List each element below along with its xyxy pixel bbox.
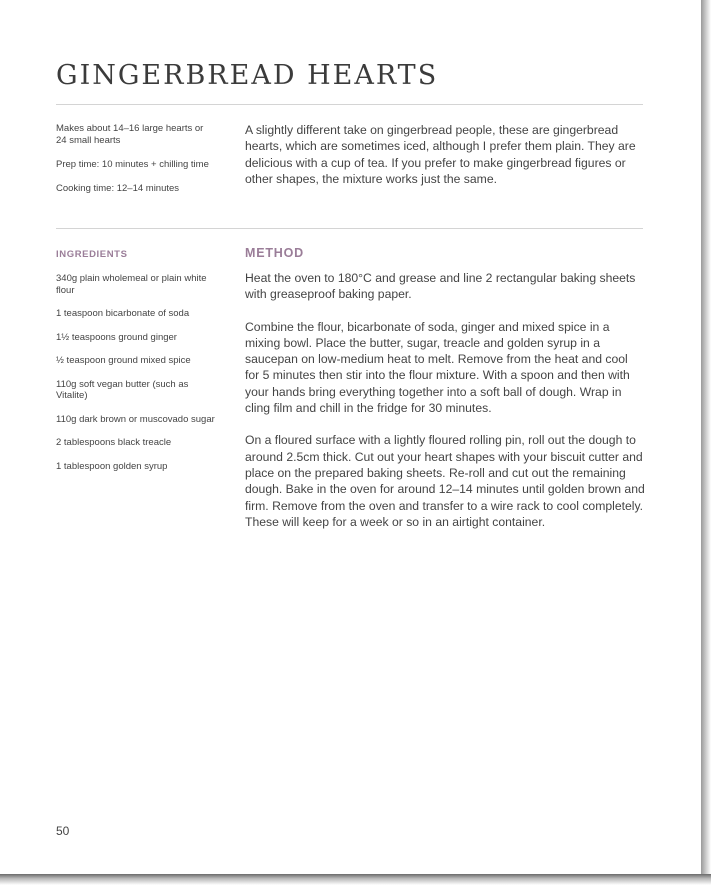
method-step: On a floured surface with a lightly floured rolling pin, roll out the dough to around 2.5cm thick. Cut out your heart shapes with your biscuit cutter and place on the prepared baking sheets. Re-roll and cut out the remaining dough. Bake in the oven for around 12–14 minutes until golden brown and firm. Remove from the oven and transfer to a wire rack to cool completely. These will keep for a week or so in an airtight container. bbox=[245, 433, 645, 529]
ingredient-item: 2 tablespoons black treacle bbox=[56, 437, 172, 448]
ingredients-list bbox=[56, 273, 218, 484]
method-step: Heat the oven to 180°C and grease and line 2 rectangular baking sheets with greaseproof baking paper. bbox=[245, 271, 636, 302]
ingredient-item: 110g soft vegan butter (such as Vitalite) bbox=[56, 378, 189, 401]
yield-text: Makes about 14–16 large hearts or 24 small hearts bbox=[56, 123, 204, 146]
recipe-intro: A slightly different take on gingerbread people, these are gingerbread hearts, which are sometimes iced, although I prefer them plain. They are delicious with a cup of tea. If you prefer to make gingerbread figures or other shapes, the mixture works just the same. bbox=[245, 123, 636, 186]
ingredient-item: 1 tablespoon golden syrup bbox=[56, 460, 168, 472]
ingredient-item: 110g dark brown or muscovado sugar bbox=[56, 413, 215, 425]
ingredient-item: ½ teaspoon ground mixed spice bbox=[56, 355, 191, 366]
ingredient-item: 1½ teaspoons ground ginger bbox=[56, 331, 177, 343]
prep-time-text: Prep time: 10 minutes + chilling time bbox=[56, 159, 209, 170]
page-bottom-shadow bbox=[0, 874, 711, 885]
section-divider bbox=[56, 228, 643, 229]
page-edge-shadow bbox=[701, 0, 711, 885]
method-step: Combine the flour, bicarbonate of soda, ginger and mixed spice in a mixing bowl. Place the butter, sugar, treacle and golden syrup in a saucepan on low-medium heat to melt. Remove from the heat and cool for 5 minutes then stir into the flour mixture. With a spoon and then with your hands bring everything together into a soft ball of dough. Wrap in cling film and chill in the fridge for 30 minutes. bbox=[245, 319, 630, 416]
ingredient-item: 1 teaspoon bicarbonate of soda bbox=[56, 308, 190, 319]
cooking-time-text: Cooking time: 12–14 minutes bbox=[56, 183, 180, 194]
method-heading: METHOD bbox=[245, 246, 304, 260]
method-steps bbox=[245, 270, 645, 546]
title-divider bbox=[56, 104, 643, 105]
page-number: 50 bbox=[56, 824, 70, 838]
recipe-meta bbox=[56, 123, 216, 207]
ingredient-item: 340g plain wholemeal or plain white flour bbox=[56, 273, 207, 296]
recipe-title: GINGERBREAD HEARTS bbox=[56, 60, 439, 91]
ingredients-heading: INGREDIENTS bbox=[56, 249, 128, 260]
